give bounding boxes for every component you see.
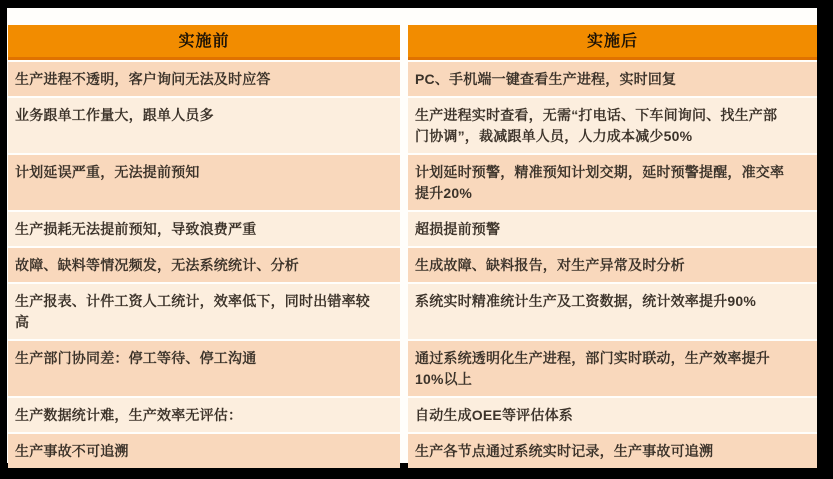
table-row [8, 398, 817, 432]
cell-before: 生产报表、计件工资人工统计，效率低下，同时出错率较高 [8, 284, 400, 339]
table-row [8, 284, 817, 339]
cell-after: 生产进程实时查看，无需“打电话、下车间询问、找生产部门协调”，裁减跟单人员，人力成本减少50% [408, 98, 817, 153]
cell-before: 业务跟单工作量大，跟单人员多 [8, 98, 400, 153]
table-row [8, 248, 817, 282]
comparison-table [8, 25, 817, 468]
table-row [8, 341, 817, 396]
table-row [8, 434, 817, 468]
table-row [8, 212, 817, 246]
table-header-row [8, 25, 817, 60]
header-after: 实施后 [408, 25, 817, 60]
cell-before: 故障、缺料等情况频发，无法系统统计、分析 [8, 248, 400, 282]
cell-before: 生产事故不可追溯 [8, 434, 400, 468]
cell-after: 通过系统透明化生产进程，部门实时联动，生产效率提升10%以上 [408, 341, 817, 396]
cell-after: 超损提前预警 [408, 212, 817, 246]
cell-after: PC、手机端一键查看生产进程，实时回复 [408, 62, 817, 96]
cell-before: 生产数据统计难，生产效率无评估： [8, 398, 400, 432]
cell-after: 系统实时精准统计生产及工资数据，统计效率提升90% [408, 284, 817, 339]
cell-before: 计划延误严重，无法提前预知 [8, 155, 400, 210]
cell-after: 生成故障、缺料报告，对生产异常及时分析 [408, 248, 817, 282]
cell-after: 生产各节点通过系统实时记录，生产事故可追溯 [408, 434, 817, 468]
table-row [8, 98, 817, 153]
cell-before: 生产进程不透明，客户询问无法及时应答 [8, 62, 400, 96]
cell-before: 生产损耗无法提前预知，导致浪费严重 [8, 212, 400, 246]
cell-after: 自动生成OEE等评估体系 [408, 398, 817, 432]
slide-canvas [7, 8, 817, 463]
header-before: 实施前 [8, 25, 400, 60]
cell-after: 计划延时预警，精准预知计划交期，延时预警提醒，准交率提升20% [408, 155, 817, 210]
cell-before: 生产部门协同差：停工等待、停工沟通 [8, 341, 400, 396]
table-row [8, 62, 817, 96]
table-row [8, 155, 817, 210]
